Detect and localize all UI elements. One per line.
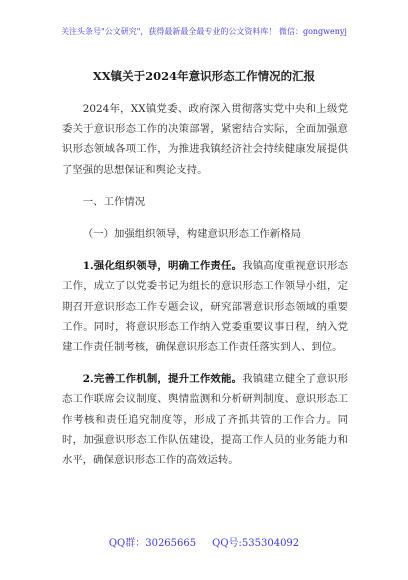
item-paragraph [62, 369, 348, 470]
top-banner: 关注头条号"公文研究"，获得最新最全最专业的公文资料库！ 微信：gongwenyj [61, 27, 347, 36]
footer-contact [0, 534, 408, 549]
item-body: 我镇建立健全了意识形态工作联席会议制度、舆情监测和分析研判制度、意识形态工作考核和责任追究制度等，形成了齐抓共管的工作合力。同时，加强意识形态工作队伍建设，提高工作人员的业务能力和水平，确保意识形态工作的高效运转。 [62, 373, 348, 467]
section-heading: 一、工作情况 [82, 195, 146, 208]
item-body: 我镇高度重视意识形态工作，成立了以党委书记为组长的意识形态工作领导小组，定期召开意识形态工作专题会议，研究部署意识形态领域的重要工作。同时，将意识形态工作纳入党委重要议事日程，纳入党建工作责任制考核，确保意识形态工作责任落实到人、到位。 [62, 260, 348, 354]
qq-number: QQ号:535304092 [212, 538, 300, 549]
qq-group: QQ群：30265665 [108, 538, 197, 549]
document-body [62, 99, 348, 470]
item-paragraph [62, 256, 348, 357]
intro-paragraph: 2024年，XX镇党委、政府深入贯彻落实党中央和上级党委关于意识形态工作的决策部署，紧密结合实际，全面加强意识形态领域各项工作，为推进我镇经济社会持续健康发展提供了坚强的思想保证和舆论支持。 [62, 103, 348, 176]
document-title: XX镇关于2024年意识形态工作情况的汇报 [92, 69, 316, 83]
item-lead: 2.完善工作机制，提升工作效能。 [82, 373, 243, 386]
item-lead: 1.强化组织领导，明确工作责任。 [82, 260, 243, 273]
subsection-heading: （一）加强组织领导，构建意识形态工作新格局 [82, 228, 301, 241]
